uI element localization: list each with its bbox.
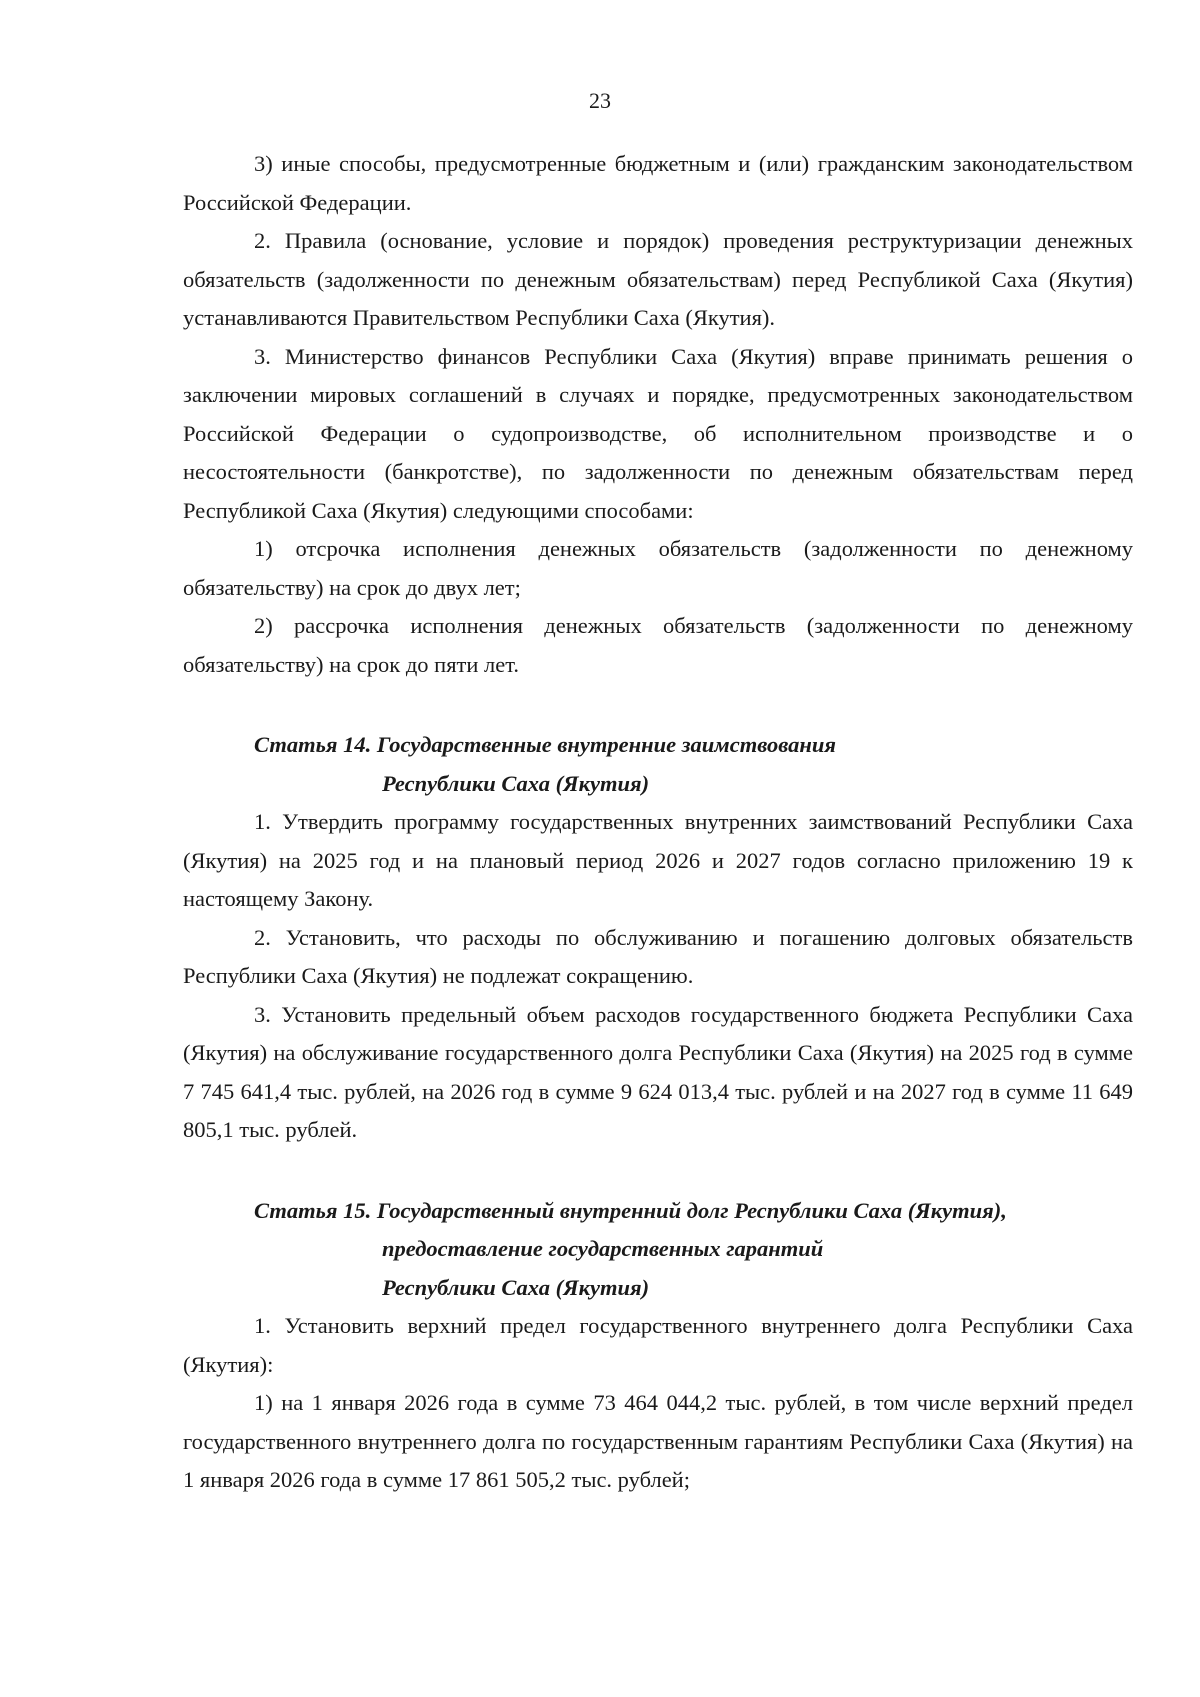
article-14-heading — [183, 726, 1133, 803]
article-heading-line: Статья 15. Государственный внутренний долг Республики Саха (Якутия), — [254, 1197, 1007, 1223]
paragraph: 2. Установить, что расходы по обслуживанию и погашению долговых обязательств Республики Саха (Якутия) не подлежат сокращению. — [183, 924, 1133, 988]
article-heading-line: Статья 14. Государственные внутренние заимствования — [254, 732, 836, 757]
article-15-heading — [183, 1192, 1133, 1308]
article-heading-line: Республики Саха (Якутия) — [382, 1274, 650, 1300]
paragraph: 1. Утвердить программу государственных внутренних заимствований Республики Саха (Якутия) на 2025 год и на плановый период 2026 и 2027 годов согласно приложению 19 к настоящему Закону. — [183, 809, 1133, 911]
paragraph: 1. Установить верхний предел государственного внутреннего долга Республики Саха (Якутия): — [183, 1313, 1133, 1377]
paragraph: 3. Установить предельный объем расходов государственного бюджета Республики Саха (Якутия) на обслуживание государственного долга Республики Саха (Якутия) на 2025 год в сумме 7 745 641,4 тыс. рублей, на 2026 год в сумме 9 624 013,4 тыс. рублей и на 2027 год в сумме 11 649 805,1 тыс. рублей. — [183, 1001, 1133, 1142]
article-heading-line: предоставление государственных гарантий — [382, 1236, 824, 1261]
paragraph: 2. Правила (основание, условие и порядок) проведения реструктуризации денежных обязательств (задолженности по денежным обязательствам) перед Республикой Саха (Якутия) устанавливаются Правительством Республики Саха (Якутия). — [183, 228, 1133, 330]
document-body — [183, 145, 1133, 1500]
page-number: 23 — [589, 88, 611, 113]
paragraph: 1) на 1 января 2026 года в сумме 73 464 044,2 тыс. рублей, в том числе верхний предел государственного внутреннего долга по государственным гарантиям Республики Саха (Якутия) на 1 января 2026 года в сумме 17 861 505,2 тыс. рублей; — [183, 1390, 1133, 1492]
paragraph: 2) рассрочка исполнения денежных обязательств (задолженности по денежному обязательству) на срок до пяти лет. — [183, 613, 1133, 677]
paragraph: 3. Министерство финансов Республики Саха (Якутия) вправе принимать решения о заключении мировых соглашений в случаях и порядке, предусмотренных законодательством Российской Федерации о судопроизводстве, об исполнительном производстве и о несостоятельности (банкротстве), по задолженности по денежным обязательствам перед Республикой Саха (Якутия) следующими способами: — [183, 343, 1133, 523]
paragraph: 3) иные способы, предусмотренные бюджетным и (или) гражданским законодательством Российской Федерации. — [183, 151, 1133, 215]
article-heading-line: Республики Саха (Якутия) — [382, 770, 650, 796]
paragraph: 1) отсрочка исполнения денежных обязательств (задолженности по денежному обязательству) на срок до двух лет; — [183, 536, 1133, 600]
